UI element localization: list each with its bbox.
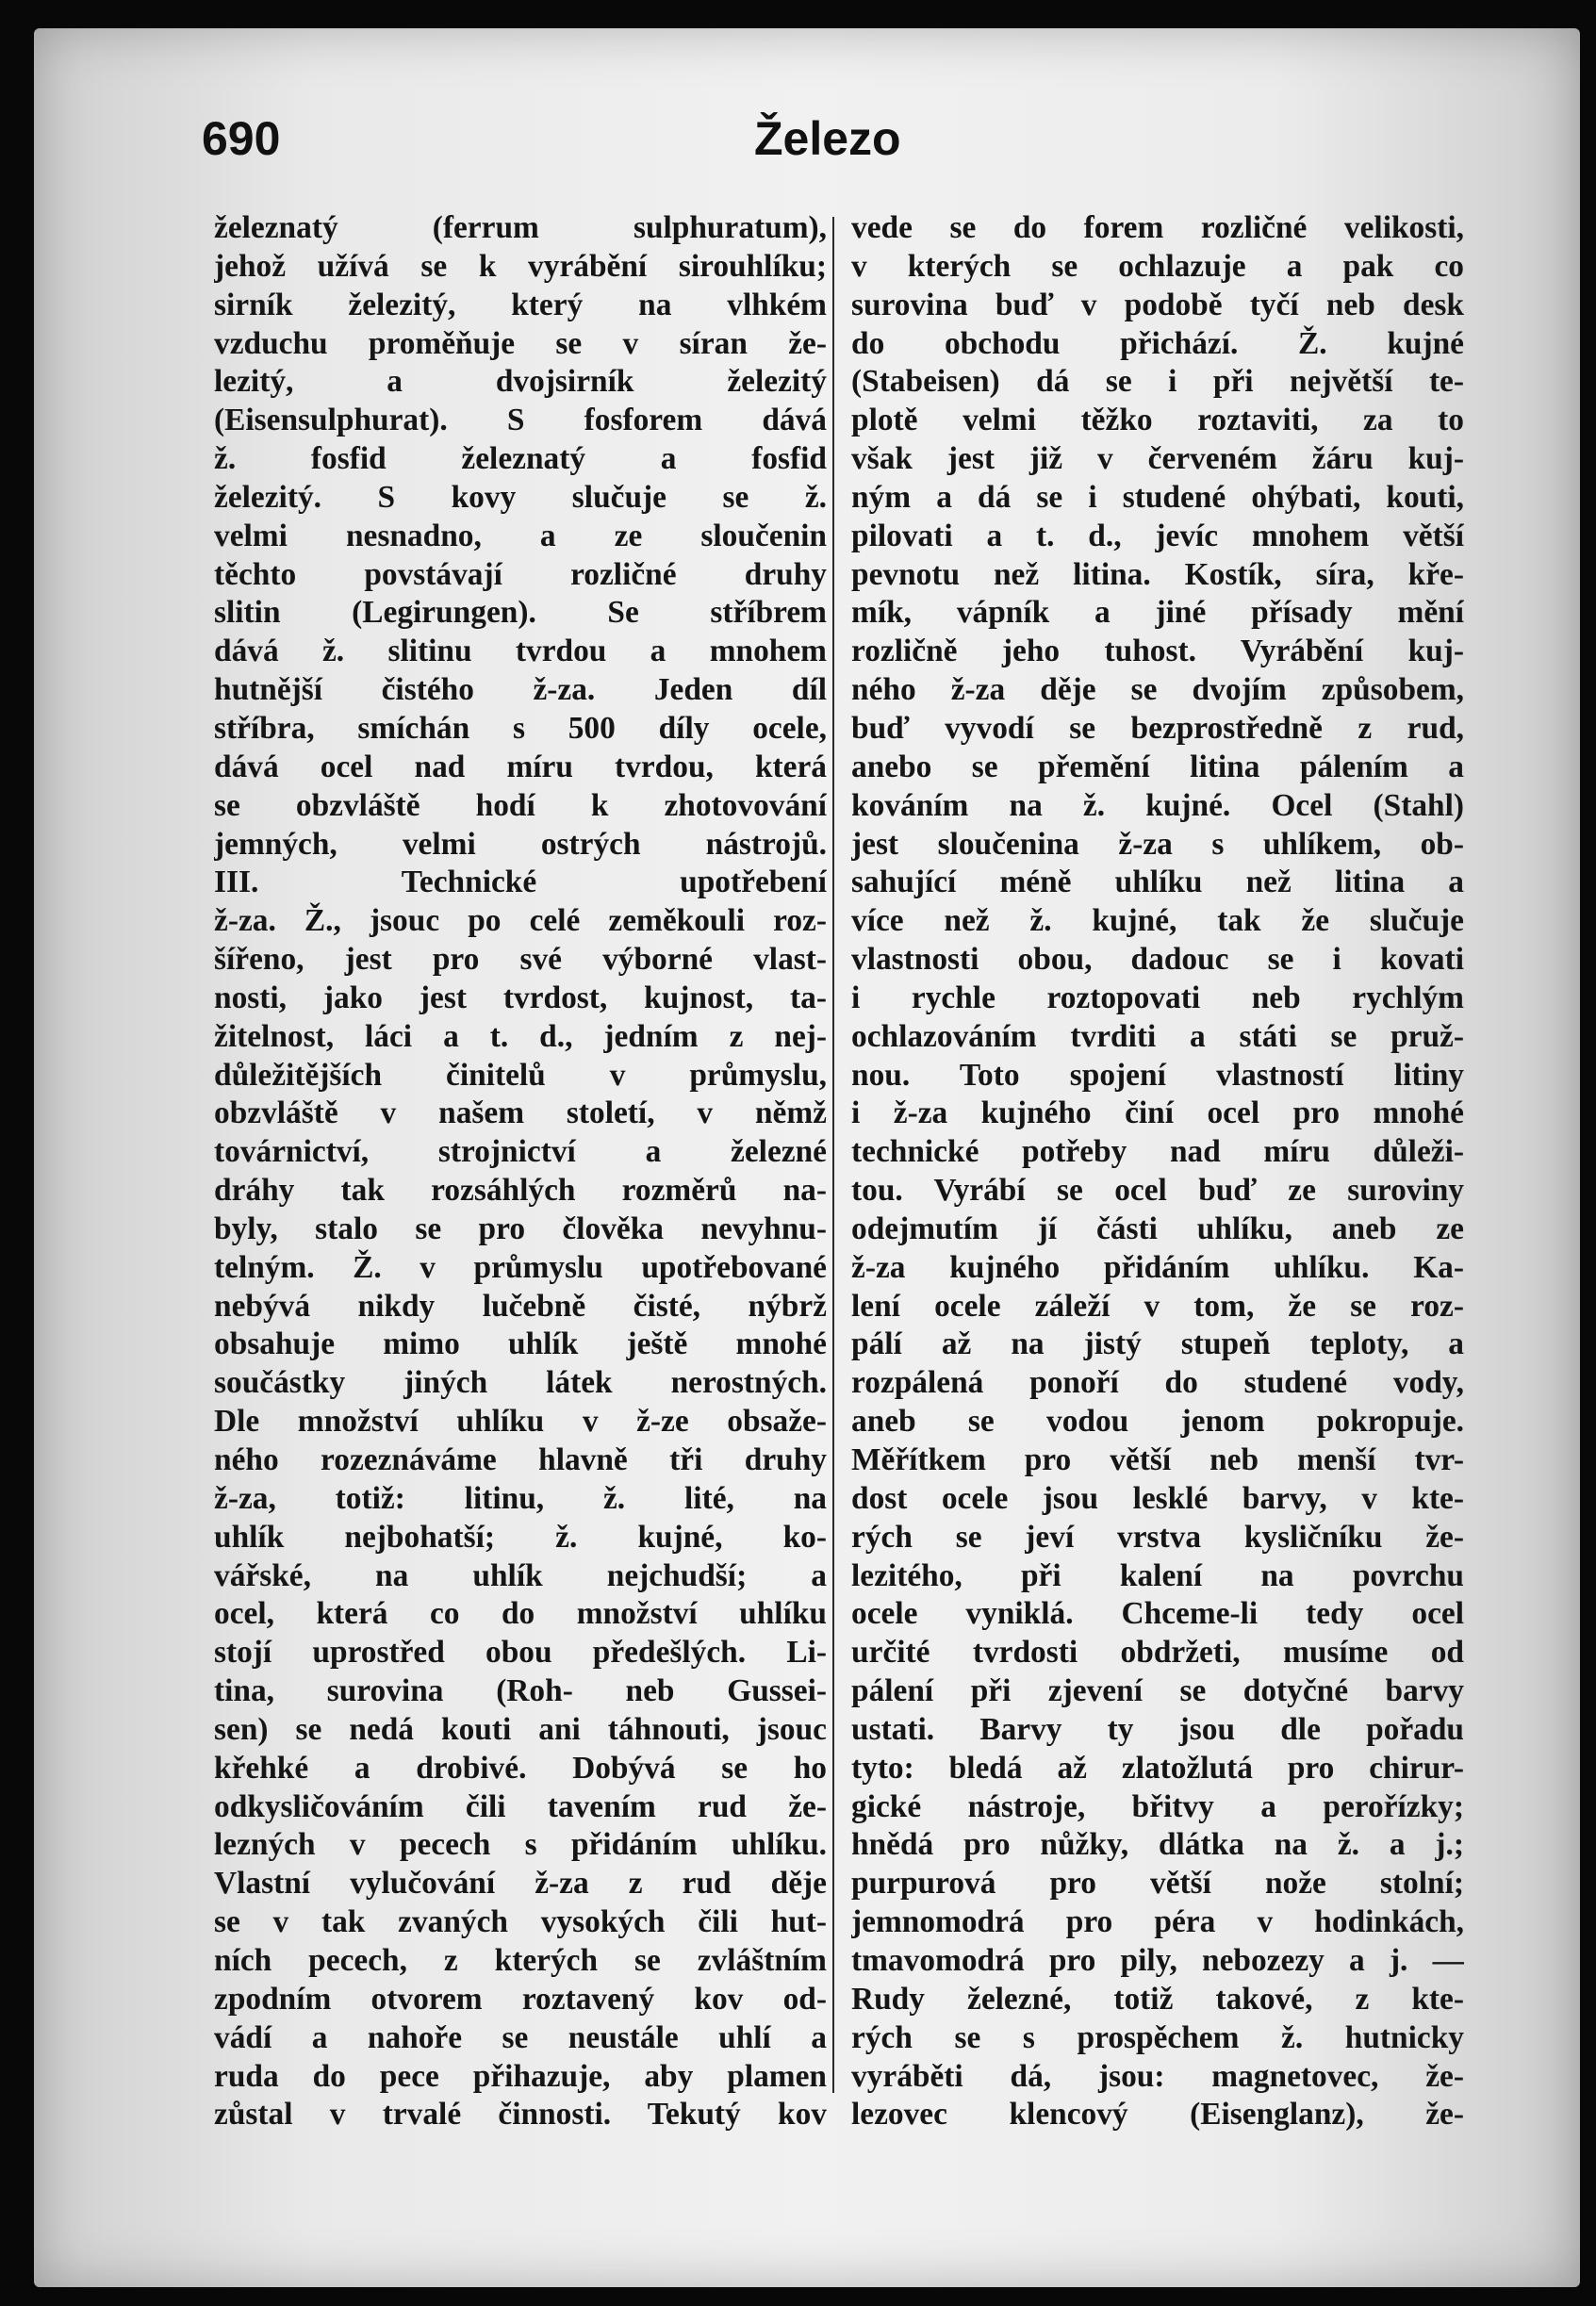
text-line: rozličně jeho tuhost. Vyrábění kuj- — [851, 634, 1464, 669]
text-line: dává ž. slitinu tvrdou a mnohem — [214, 634, 827, 669]
text-line: hnědá pro nůžky, dlátka na ž. a j.; — [851, 1827, 1464, 1863]
text-line: sen) se nedá kouti ani táhnouti, jsouc — [214, 1711, 827, 1747]
text-line: stojí uprostřed obou předešlých. Li- — [214, 1635, 827, 1671]
text-line: jest sloučenina ž-za s uhlíkem, ob- — [851, 826, 1464, 862]
text-line: ocel, která co do množství uhlíku — [214, 1596, 827, 1632]
text-line: ným a dá se i studené ohýbati, kouti, — [851, 479, 1464, 515]
running-head: Železo — [754, 112, 901, 165]
text-line: technické potřeby nad míru důleži- — [851, 1134, 1464, 1170]
text-line: lezovec klencový (Eisenglanz), že- — [851, 2097, 1464, 2133]
text-line: ž-za kujného přidáním uhlíku. Ka- — [851, 1249, 1464, 1285]
text-line: ného rozeznáváme hlavně tři druhy — [214, 1442, 827, 1477]
text-line: do obchodu přichází. Ž. kujné — [851, 325, 1464, 361]
text-line: jemných, velmi ostrých nástrojů. — [214, 826, 827, 862]
text-line: zpodním otvorem roztavený kov od- — [214, 1981, 827, 2017]
text-line: plotě velmi těžko roztaviti, za to — [851, 403, 1464, 438]
text-line: Dle množství uhlíku v ž-ze obsaže- — [214, 1404, 827, 1440]
text-line: pálení při zjevení se dotyčné barvy — [851, 1673, 1464, 1709]
text-line: rých se s prospěchem ž. hutnicky — [851, 2019, 1464, 2055]
text-line: sirník železitý, který na vlhkém — [214, 287, 827, 322]
text-line: velmi nesnadno, a ze sloučenin — [214, 518, 827, 553]
column-divider — [832, 217, 834, 2093]
text-line: lezitý, a dvojsirník železitý — [214, 364, 827, 400]
text-line: tyto: bledá až zlatožlutá pro chirur- — [851, 1750, 1464, 1786]
text-line: odejmutím jí části uhlíku, aneb ze — [851, 1211, 1464, 1246]
text-line: i ž-za kujného činí ocel pro mnohé — [851, 1095, 1464, 1131]
text-line: vede se do forem rozličné velikosti, — [851, 210, 1464, 245]
text-line: ruda do pece přihazuje, aby plamen — [214, 2058, 827, 2094]
text-line: III. Technické upotřebení — [214, 865, 827, 900]
text-line: ného ž-za děje se dvojím způsobem, — [851, 672, 1464, 708]
text-line: buď vyvodí se bezprostředně z rud, — [851, 710, 1464, 746]
text-line: pilovati a t. d., jevíc mnohem větší — [851, 518, 1464, 553]
text-line: jehož užívá se k vyrábění sirouhlíku; — [214, 248, 827, 284]
text-line: anebo se přemění litina pálením a — [851, 749, 1464, 784]
text-line: vyráběti dá, jsou: magnetovec, že- — [851, 2058, 1464, 2094]
text-line: sahující méně uhlíku než litina a — [851, 865, 1464, 900]
text-line: stříbra, smíchán s 500 díly ocele, — [214, 710, 827, 746]
text-line: uhlík nejbohatší; ž. kujné, ko- — [214, 1519, 827, 1555]
text-line: žitelnost, láci a t. d., jedním z nej- — [214, 1018, 827, 1054]
text-line: zůstal v trvalé činnosti. Tekutý kov — [214, 2097, 827, 2133]
text-line: nou. Toto spojení vlastností litiny — [851, 1057, 1464, 1093]
text-line: lezných v pecech s přidáním uhlíku. — [214, 1827, 827, 1863]
text-line: dráhy tak rozsáhlých rozměrů na- — [214, 1173, 827, 1209]
text-line: ocele vyniklá. Chceme-li tedy ocel — [851, 1596, 1464, 1632]
text-line: hutnější čistého ž-za. Jeden díl — [214, 672, 827, 708]
text-line: dost ocele jsou lesklé barvy, v kte- — [851, 1480, 1464, 1516]
text-line: křehké a drobivé. Dobývá se ho — [214, 1750, 827, 1786]
text-line: šířeno, jest pro své výborné vlast- — [214, 942, 827, 978]
text-line: se obzvláště hodí k zhotovování — [214, 787, 827, 823]
text-line: lení ocele záleží v tom, že se roz- — [851, 1288, 1464, 1324]
text-line: určité tvrdosti obdržeti, musíme od — [851, 1635, 1464, 1671]
text-line: součástky jiných látek nerostných. — [214, 1365, 827, 1401]
text-line: aneb se vodou jenom pokropuje. — [851, 1404, 1464, 1440]
text-line: mík, vápník a jiné přísady mění — [851, 595, 1464, 631]
text-line: surovina buď v podobě tyčí neb desk — [851, 287, 1464, 322]
text-line: pevnotu než litina. Kostík, síra, kře- — [851, 556, 1464, 592]
text-line: ž-za. Ž., jsouc po celé zeměkouli roz- — [214, 903, 827, 939]
text-line: ž. fosfid železnatý a fosfid — [214, 441, 827, 477]
text-line: lezitého, při kalení na povrchu — [851, 1557, 1464, 1593]
text-line: však jest již v červeném žáru kuj- — [851, 441, 1464, 477]
text-line: více než ž. kujné, tak že slučuje — [851, 903, 1464, 939]
text-line: rých se jeví vrstva kysličníku že- — [851, 1519, 1464, 1555]
text-line: rozpálená ponoří do studené vody, — [851, 1365, 1464, 1401]
text-line: tmavomodrá pro pily, nebozezy a j. — — [851, 1942, 1464, 1978]
text-line: ochlazováním tvrditi a státi se pruž- — [851, 1018, 1464, 1054]
text-line: vlastnosti obou, dadouc se i kovati — [851, 942, 1464, 978]
text-line: (Eisensulphurat). S fosforem dává — [214, 403, 827, 438]
text-line: dává ocel nad míru tvrdou, která — [214, 749, 827, 784]
text-line: těchto povstávají rozličné druhy — [214, 556, 827, 592]
text-line: důležitějších činitelů v průmyslu, — [214, 1057, 827, 1093]
text-line: se v tak zvaných vysokých čili hut- — [214, 1904, 827, 1940]
text-line: pálí až na jistý stupeň teploty, a — [851, 1326, 1464, 1362]
text-line: vzduchu proměňuje se v síran že- — [214, 325, 827, 361]
text-line: Vlastní vylučování ž-za z rud děje — [214, 1866, 827, 1902]
text-line: ních pecech, z kterých se zvláštním — [214, 1942, 827, 1978]
text-line: obsahuje mimo uhlík ještě mnohé — [214, 1326, 827, 1362]
text-line: i rychle roztopovati neb rychlým — [851, 980, 1464, 1015]
text-line: telným. Ž. v průmyslu upotřebované — [214, 1249, 827, 1285]
text-line: železnatý (ferrum sulphuratum), — [214, 210, 827, 245]
page-number: 690 — [202, 112, 281, 165]
text-line: v kterých se ochlazuje a pak co — [851, 248, 1464, 284]
text-line: purpurová pro větší nože stolní; — [851, 1866, 1464, 1902]
text-line: kováním na ž. kujné. Ocel (Stahl) — [851, 787, 1464, 823]
text-line: jemnomodrá pro péra v hodinkách, — [851, 1904, 1464, 1940]
text-line: ustati. Barvy ty jsou dle pořadu — [851, 1711, 1464, 1747]
text-line: železitý. S kovy slučuje se ž. — [214, 479, 827, 515]
text-line: nebývá nikdy lučebně čisté, nýbrž — [214, 1288, 827, 1324]
text-line: ž-za, totiž: litinu, ž. lité, na — [214, 1480, 827, 1516]
text-line: tina, surovina (Roh- neb Gussei- — [214, 1673, 827, 1709]
right-text-column — [851, 209, 1464, 2134]
text-line: tou. Vyrábí se ocel buď ze suroviny — [851, 1173, 1464, 1209]
text-line: továrnictví, strojnictví a železné — [214, 1134, 827, 1170]
text-line: byly, stalo se pro člověka nevyhnu- — [214, 1211, 827, 1246]
text-line: obzvláště v našem století, v němž — [214, 1095, 827, 1131]
text-line: Rudy železné, totiž takové, z kte- — [851, 1981, 1464, 2017]
text-line: vářské, na uhlík nejchudší; a — [214, 1557, 827, 1593]
text-line: vádí a nahoře se neustále uhlí a — [214, 2019, 827, 2055]
left-text-column — [214, 209, 827, 2134]
text-line: (Stabeisen) dá se i při největší te- — [851, 364, 1464, 400]
text-line: nosti, jako jest tvrdost, kujnost, ta- — [214, 980, 827, 1015]
text-line: odkysličováním čili tavením rud že- — [214, 1788, 827, 1824]
text-line: Měřítkem pro větší neb menší tvr- — [851, 1442, 1464, 1477]
text-line: slitin (Legirungen). Se stříbrem — [214, 595, 827, 631]
text-line: gické nástroje, břitvy a perořízky; — [851, 1788, 1464, 1824]
